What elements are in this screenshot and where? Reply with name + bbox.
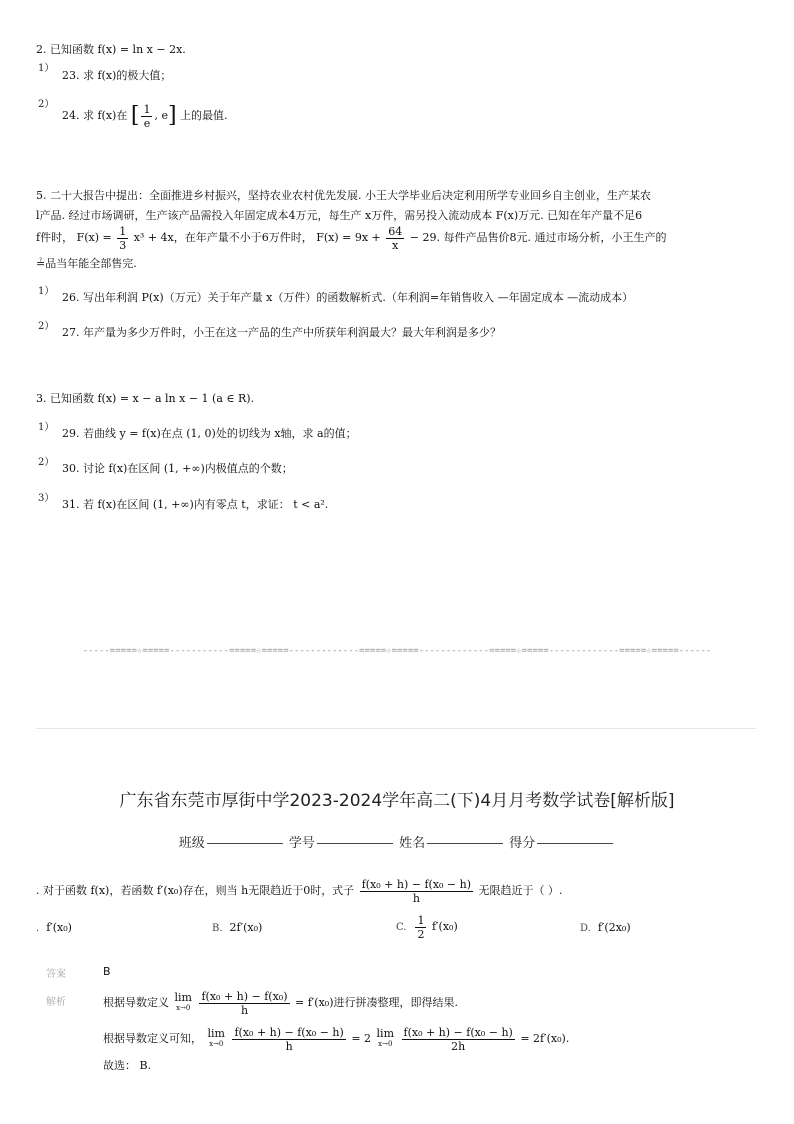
name-blank[interactable] — [427, 843, 503, 844]
analysis-line-1: 根据导数定义 lim x→0 $\frac{\text{f(x₀ + h) − f(x₀)}}{h}$ = f′(x₀)进行拼凑整理，即得结果. — [103, 989, 458, 1017]
question-22-stem: 2. 已知函数 f(x) = ln x − 2x. — [36, 43, 186, 56]
fraction: $\frac{1}{3}$ — [119, 224, 127, 252]
analysis-label: 解析 — [46, 997, 66, 1008]
analysis-line-2: 根据导数定义可知， lim x→0 $\frac{\text{f(x₀ + h) − f(x₀ − h)}}{h}$ = 2 lim x→0 $\frac{\text{f(x₀ + h) − f(x₀ − h)}}{2h}$ = 2f′(x₀). — [103, 1025, 570, 1053]
part-mark: 2） — [38, 321, 55, 332]
part-mark: 3） — [38, 493, 55, 504]
id-blank[interactable] — [317, 843, 393, 844]
question-31: 31. 若 f(x)在区间 (1, +∞)内有零点 t，求证： t < a². — [62, 498, 329, 511]
page-separator: -----=====☆=====-----------=====☆=====-------------=====☆=====-------------=====☆=====-------------=====☆=====------ — [82, 646, 712, 656]
page-break-rule — [36, 728, 756, 729]
question-25-line1: 5. 二十大报告中提出：全面推进乡村振兴，坚持农业农村优先发展. 小王大学毕业后决定利用所学专业回乡自主创业，生产某农 — [36, 189, 651, 202]
limit: lim x→0 — [376, 1027, 394, 1048]
question-25-line4: ≟品当年能全部售完. — [36, 257, 137, 270]
part-mark: 1） — [38, 422, 55, 433]
question-30: 30. 讨论 f(x)在区间 (1, +∞)内极值点的个数； — [62, 462, 293, 475]
question-28-stem: 3. 已知函数 f(x) = x − a ln x − 1 (a ∈ R). — [36, 392, 255, 405]
fraction: $\frac{\text{f(x₀ + h) − f(x₀ − h)}}{h}$ — [361, 877, 472, 905]
limit: lim x→0 — [207, 1027, 225, 1048]
question-25-line2: l产品. 经过市场调研，生产该产品需投入年固定成本4万元，每生产 x万件，需另投入流动成本 F(x)万元. 已知在年产量不足6 — [36, 209, 643, 222]
question-25-line3: f件时， F(x) = $\frac{1}{3}$ x³ + 4x，在年产量不小于6万件时， F(x) = 9x + $\frac{64}{x}$ − 29. 每件产品售价8元. 通过市场分析，小王生产的 — [36, 224, 667, 252]
answer-value: B — [103, 965, 111, 978]
part-mark: 2） — [38, 457, 55, 468]
question-27: 27. 年产量为多少万件时，小王在这一产品的生产中所获年利润最大？最大年利润是多少？ — [62, 326, 501, 339]
part-mark: 1） — [38, 63, 55, 74]
question-1-stem: . 对于函数 f(x)，若函数 f′(x₀)存在，则当 h无限趋近于0时，式子 $\frac{\text{f(x₀ + h) − f(x₀ − h)}}{h}$ 无限趋近于（ ）. — [36, 877, 563, 905]
fraction: $\frac{\text{f(x₀ + h) − f(x₀ − h)}}{h}$ — [234, 1025, 344, 1053]
option-c[interactable]: C. $\frac{1}{2}$ f′(x₀) — [396, 913, 458, 941]
part-mark: 1） — [38, 286, 55, 297]
analysis-line-3: 故选： B. — [103, 1059, 152, 1072]
question-26: 26. 写出年利润 P(x)（万元）关于年产量 x（万件）的函数解析式.（年利润=年销售收入 —年固定成本 —流动成本） — [62, 291, 634, 304]
fraction: $\frac{1}{2}$ — [417, 913, 425, 941]
question-23: 23. 求 f(x)的极大值； — [62, 69, 172, 82]
class-blank[interactable] — [207, 843, 283, 844]
question-29: 29. 若曲线 y = f(x)在点 (1, 0)处的切线为 x轴，求 a的值； — [62, 427, 357, 440]
fraction: $\frac{\text{f(x₀ + h) − f(x₀)}}{h}$ — [201, 989, 288, 1017]
page-title: 广东省东莞市厚街中学2023-2024学年高二(下)4月月考数学试卷[解析版] — [119, 791, 675, 811]
score-blank[interactable] — [537, 843, 613, 844]
answer-label: 答案 — [46, 969, 66, 980]
option-d[interactable]: D. f′(2x₀) — [580, 921, 631, 934]
student-info-row: 班级 学号 姓名 得分 — [0, 832, 794, 851]
option-a[interactable]: . f′(x₀) — [36, 921, 72, 934]
fraction: $\frac{\text{f(x₀ + h) − f(x₀ − h)}}{2h}$ — [403, 1025, 513, 1053]
part-mark: 2） — [38, 99, 55, 110]
option-b[interactable]: B. 2f′(x₀) — [212, 921, 263, 934]
fraction: $\frac{64}{x}$ — [388, 224, 403, 252]
fraction: $\frac{1}{e}$ — [143, 102, 151, 130]
question-24: 24. 求 f(x)在 [ $\frac{1}{e}$ , e] 上的最值. — [62, 102, 228, 130]
limit: lim x→0 — [174, 991, 192, 1012]
